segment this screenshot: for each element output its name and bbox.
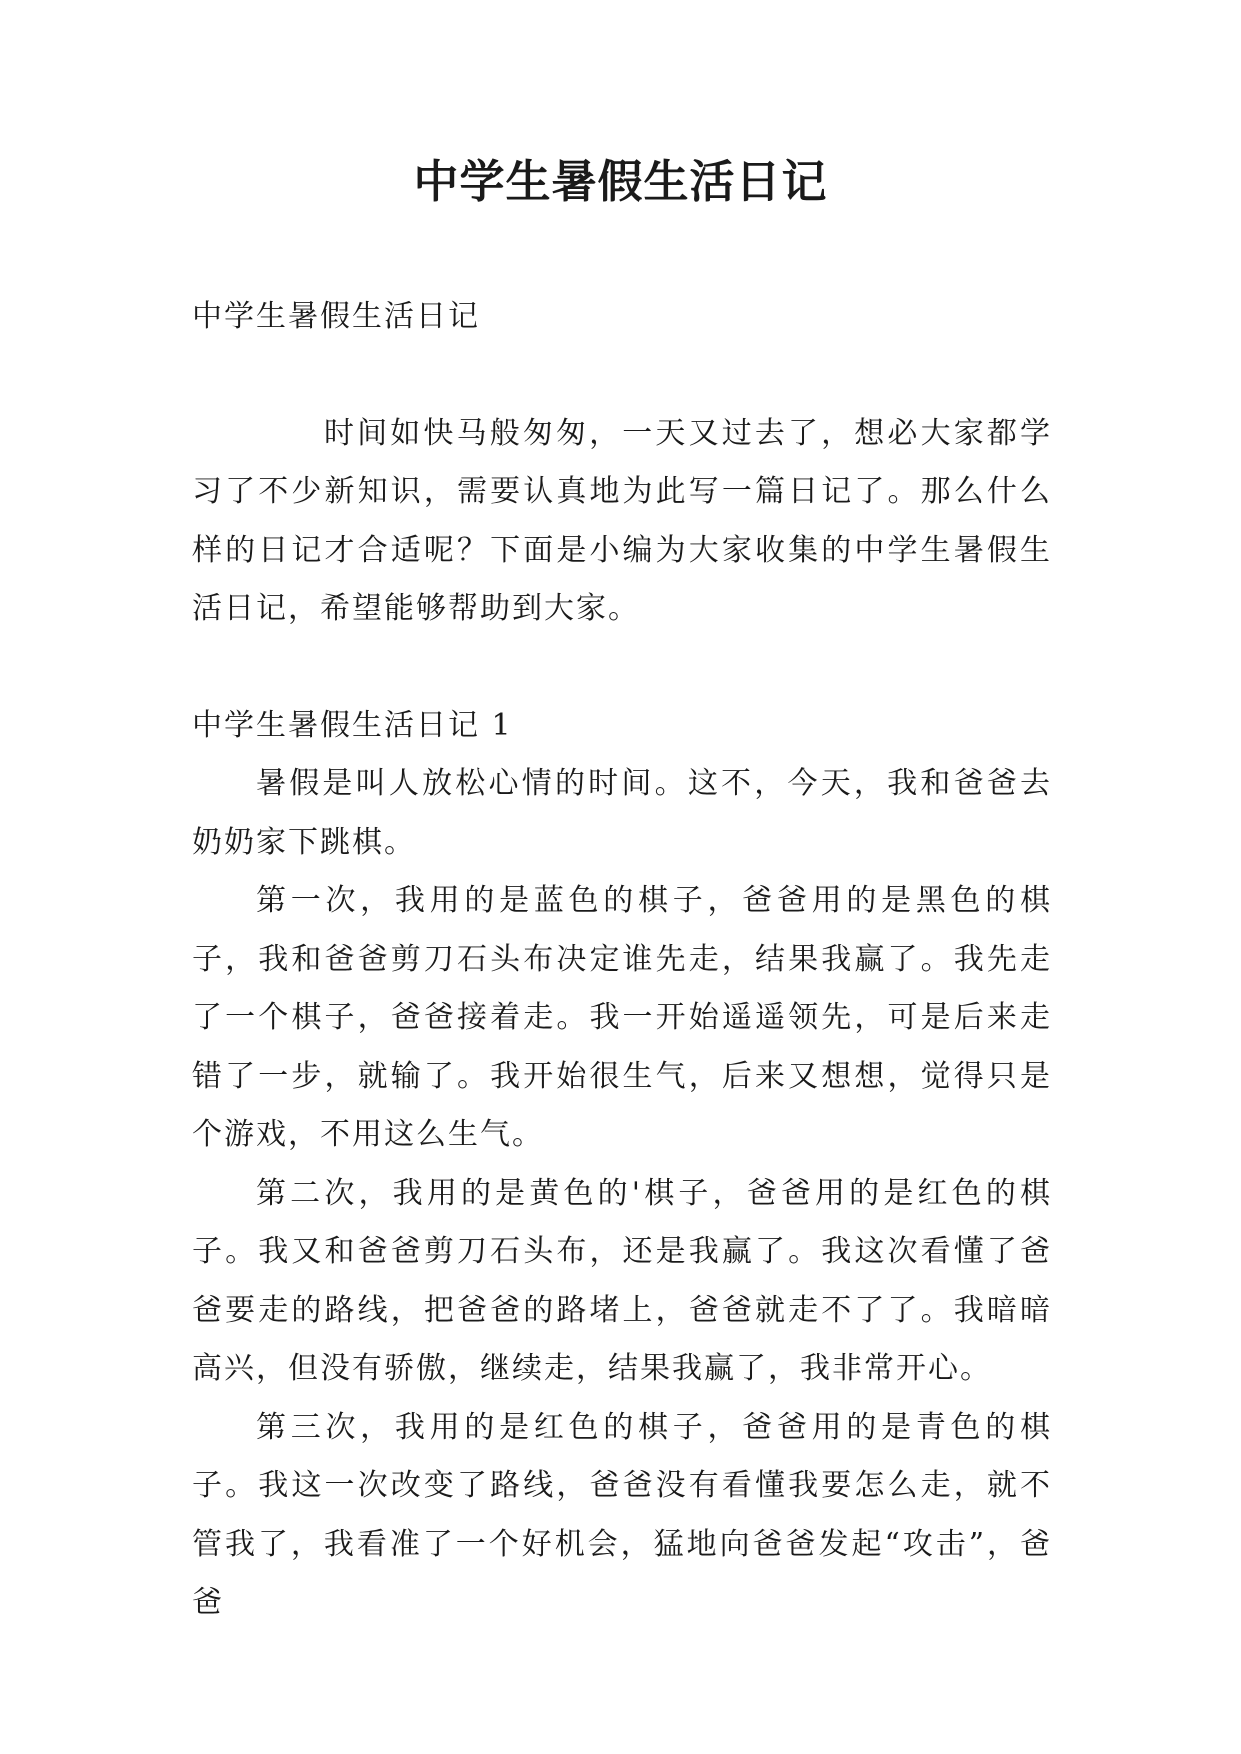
body-paragraph: 第三次，我用的是红色的棋子，爸爸用的是青色的棋子。我这一次改变了路线，爸爸没有看懂我要怎么走，就不管我了，我看准了一个好机会，猛地向爸爸发起“攻击”，爸爸: [192, 1409, 1052, 1620]
document-subtitle: 中学生暑假生活日记: [192, 299, 480, 334]
document-title: 中学生暑假生活日记: [413, 155, 828, 208]
body-paragraph: 第一次，我用的是蓝色的棋子，爸爸用的是黑色的棋子，我和爸爸剪刀石头布决定谁先走，结果我赢了。我先走了一个棋子，爸爸接着走。我一开始遥遥领先，可是后来走错了一步，就输了。我开始很生气，后来又想想，觉得只是个游戏，不用这么生气。: [192, 883, 1052, 1152]
intro-paragraph: 时间如快马般匆匆，一天又过去了，想必大家都学习了不少新知识，需要认真地为此写一篇日记了。那么什么样的日记才合适呢？下面是小编为大家收集的中学生暑假生活日记，希望能够帮助到大家。: [192, 415, 1052, 626]
document-body: [192, 288, 1052, 1633]
section-heading: 中学生暑假生活日记 1: [192, 707, 513, 743]
body-paragraph: 暑假是叫人放松心情的时间。这不，今天，我和爸爸去奶奶家下跳棋。: [192, 766, 1052, 860]
body-paragraph: 第二次，我用的是黄色的'棋子，爸爸用的是红色的棋子。我又和爸爸剪刀石头布，还是我赢了。我这次看懂了爸爸要走的路线，把爸爸的路堵上，爸爸就走不了了。我暗暗高兴，但没有骄傲，继续走，结果我赢了，我非常开心。: [192, 1175, 1052, 1386]
